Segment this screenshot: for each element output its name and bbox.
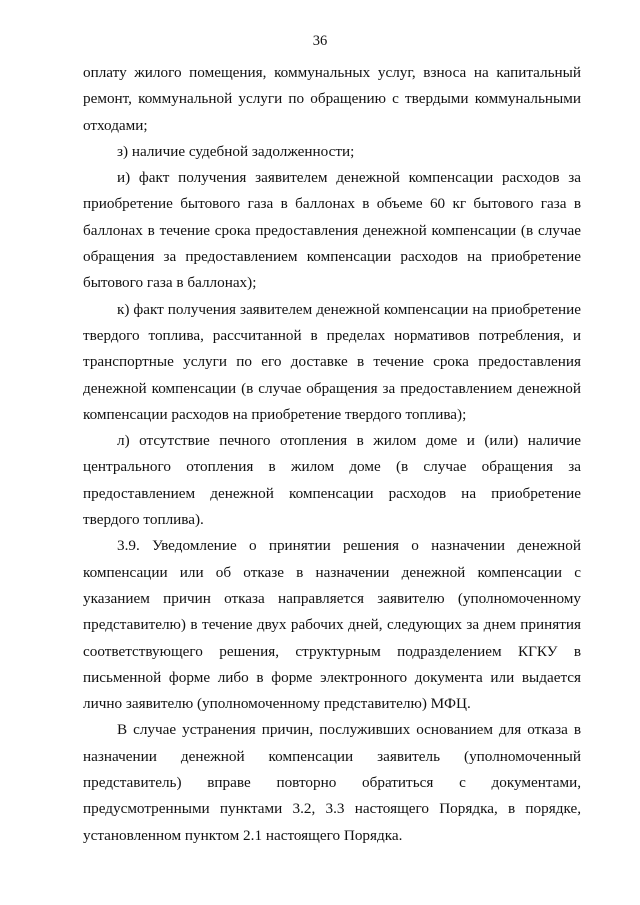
paragraph-continuation: оплату жилого помещения, коммунальных услуг, взноса на капитальный ремонт, коммунальной услуги по обращению с твердыми коммунальными отходами; <box>83 64 581 134</box>
paragraph-section-3-9: 3.9. Уведомление о принятии решения о назначении денежной компенсации или об отказе в назначении денежной компенсации с указанием причин отказа направляется заявителю (уполномоченному представителю) в течение двух рабочих дней, следующих за днем принятия соответствующего решения, структурным подразделением КГКУ в письменной форме либо в форме электронного документа или выдается лично заявителю (уполномоченному представителю) МФЦ. <box>83 537 581 713</box>
body-text <box>83 60 581 849</box>
paragraph-item-l: л) отсутствие печного отопления в жилом доме и (или) наличие центрального отопления в жилом доме (в случае обращения за предоставлением денежной компенсации расходов на приобретение твердого топлива). <box>83 432 581 529</box>
paragraph-repeat-application: В случае устранения причин, послуживших основанием для отказа в назначении денежной компенсации заявитель (уполномоченный представитель) вправе повторно обратиться с документами, предусмотренными пунктами 3.2, 3.3 настоящего Порядка, в порядке, установленном пунктом 2.1 настоящего Порядка. <box>83 721 581 844</box>
paragraph-item-z: з) наличие судебной задолженности; <box>117 142 355 160</box>
paragraph-item-i: и) факт получения заявителем денежной компенсации расходов за приобретение бытового газа в баллонах в объеме 60 кг бытового газа в баллонах в течение срока предоставления денежной компенсации (в случае обращения за предоставлением компенсации расходов на приобретение бытового газа в баллонах); <box>83 169 581 292</box>
paragraph-item-k: к) факт получения заявителем денежной компенсации на приобретение твердого топлива, рассчитанной в пределах нормативов потребления, и транспортные услуги по его доставке в течение срока предоставления денежной компенсации (в случае обращения за предоставлением денежной компенсации расходов на приобретение твердого топлива); <box>83 300 581 423</box>
page-number: 36 <box>312 33 328 49</box>
